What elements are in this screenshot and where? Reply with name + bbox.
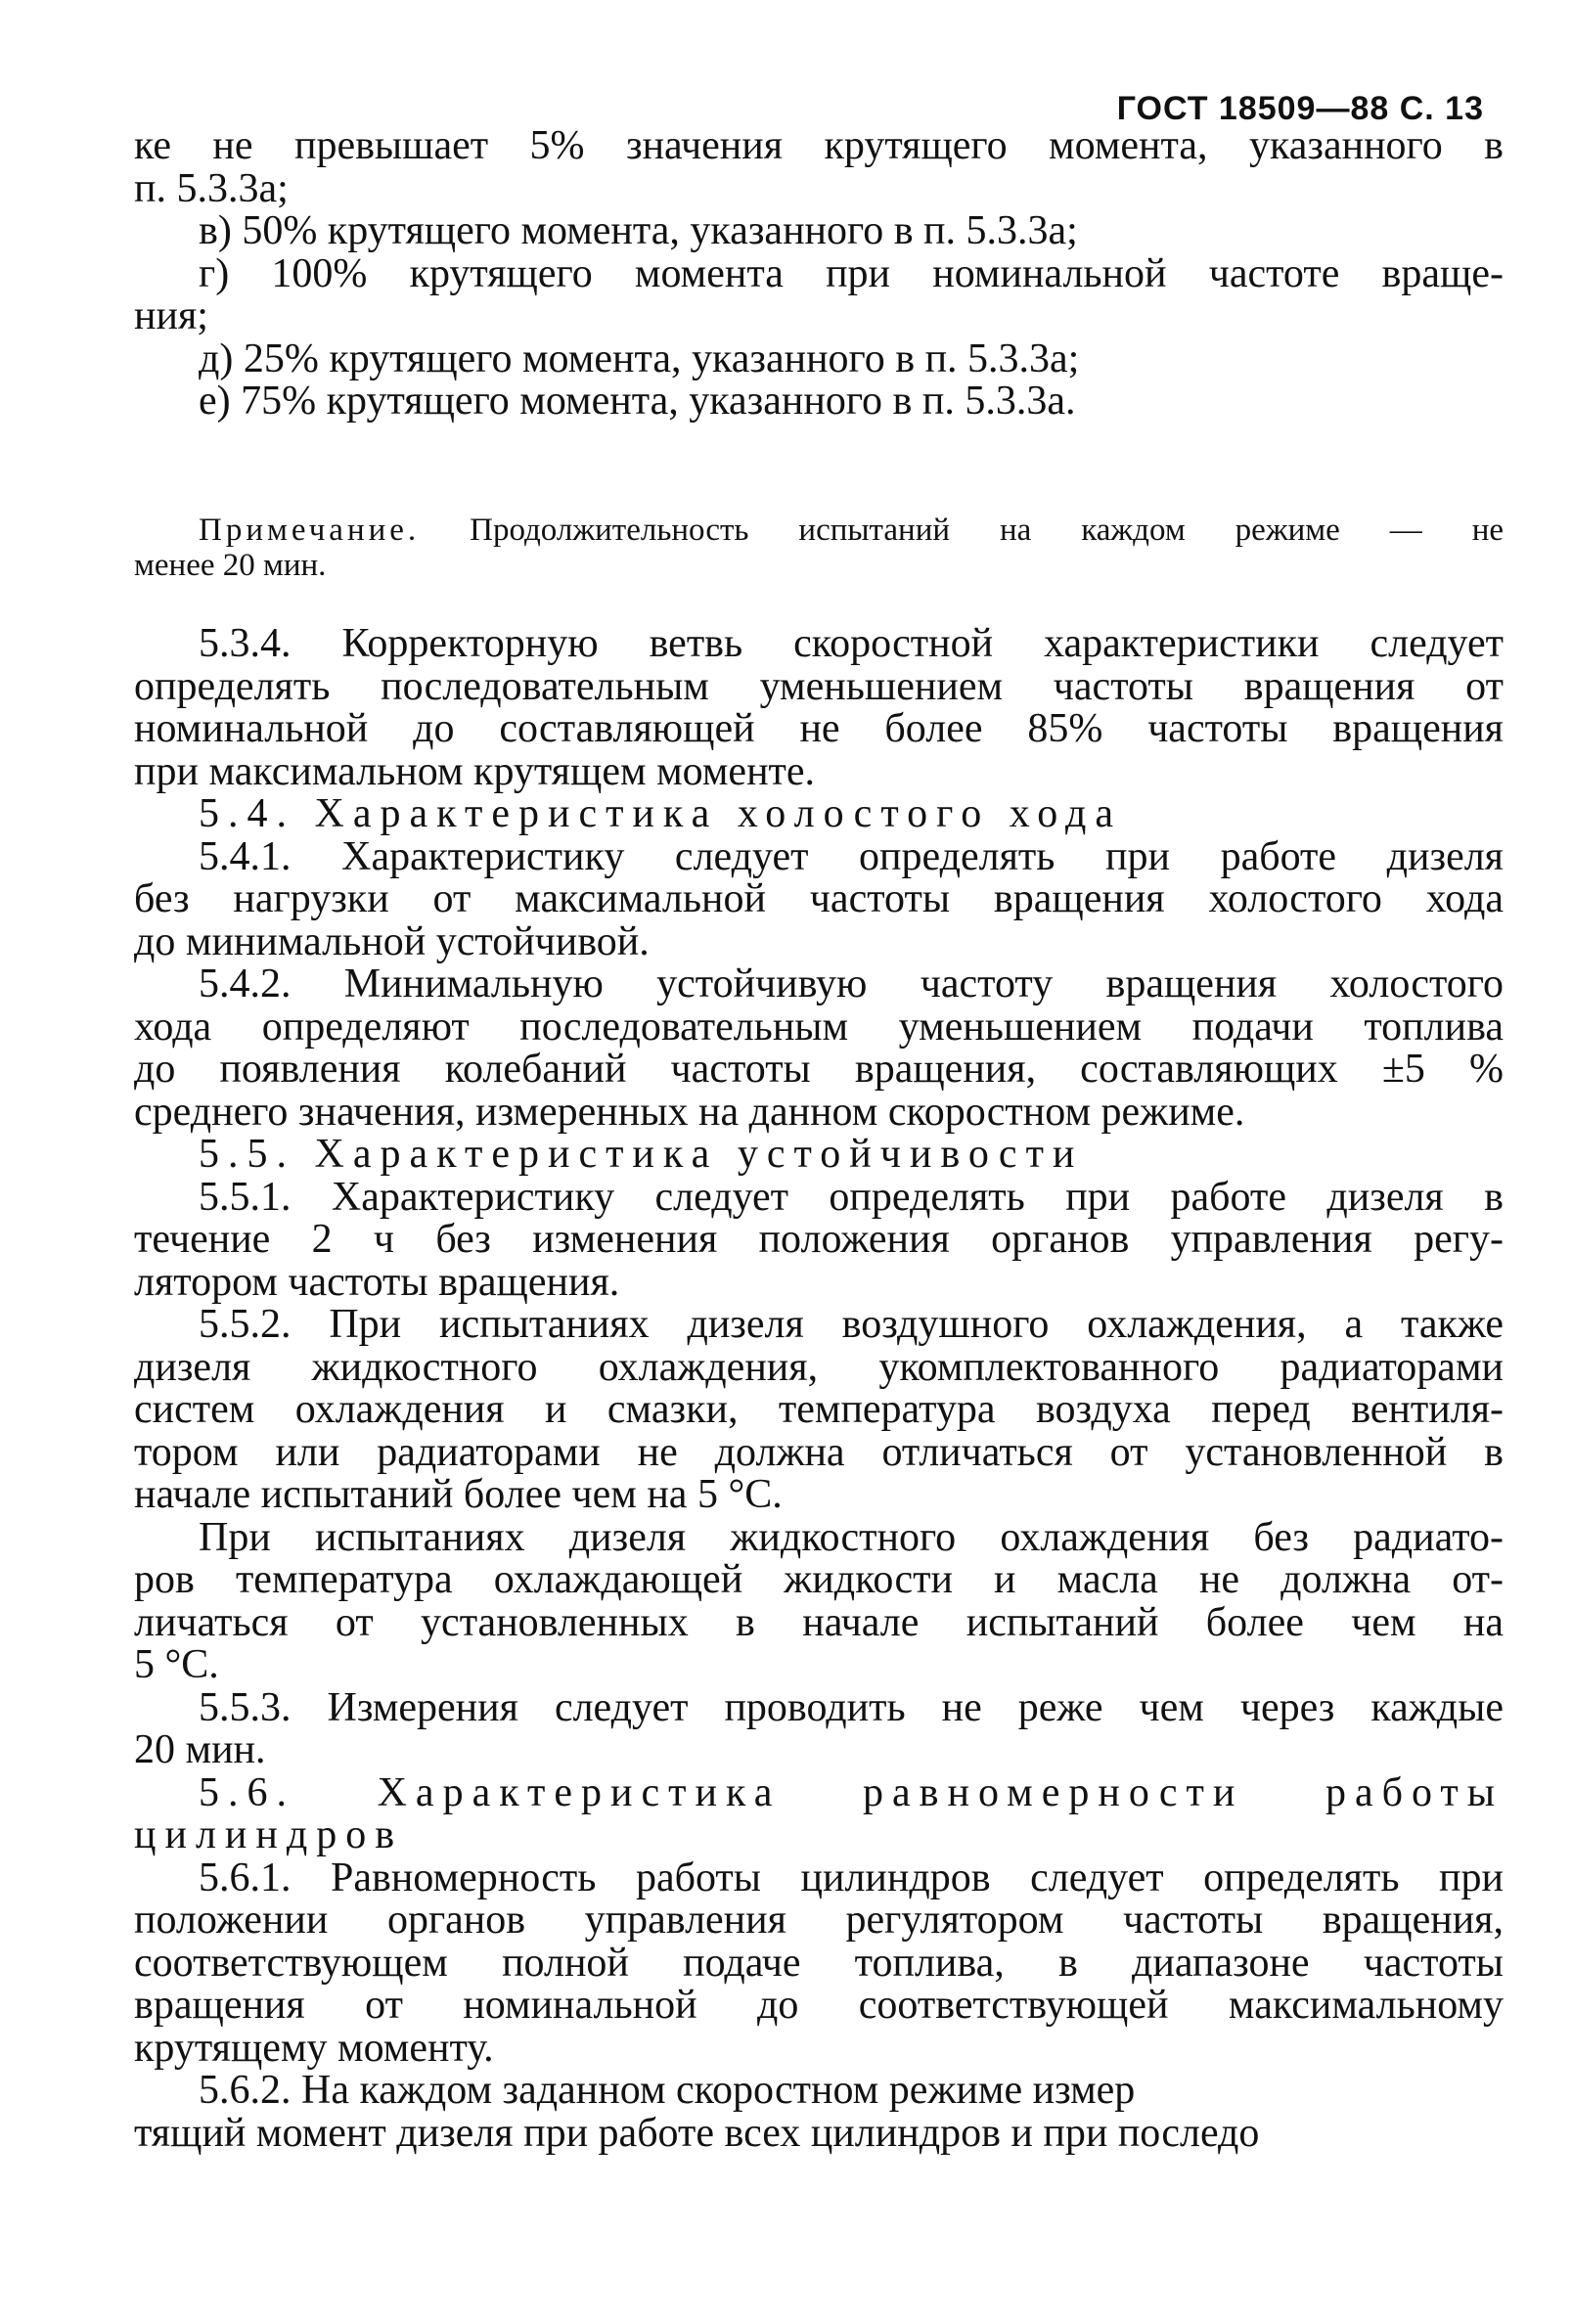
text-line: соответствующем полной подаче топлива, в диапазоне частоты: [134, 1940, 1504, 1986]
text-line: положении органов управления регулятором частоты вращения,: [134, 1898, 1504, 1943]
note-text: Продолжительность испытаний на каждом режиме — не: [470, 513, 1505, 548]
text-line: 5 °С.: [134, 1642, 219, 1687]
note-line: менее 20 мин.: [134, 548, 327, 583]
text-line: до минимальной устойчивой.: [134, 918, 650, 964]
section-heading: 5.6. Характеристика равномерности работы: [199, 1769, 1504, 1815]
text-line: течение 2 ч без изменения положения органов управления регу-: [134, 1217, 1504, 1262]
text-line: номинальной до составляющей не более 85% частоты вращения: [134, 706, 1504, 751]
text-line: среднего значения, измеренных на данном скоростном режиме.: [134, 1089, 1245, 1135]
note-block: [134, 513, 1504, 583]
text-block-top: [134, 125, 1504, 424]
text-line: тящий момент дизеля при работе всех цилиндров и при последо: [134, 2110, 1260, 2156]
text-line: 5.5.2. При испытаниях дизеля воздушного охлаждения, а также: [199, 1302, 1504, 1347]
text-block-main: [134, 623, 1504, 2155]
text-line: тором или радиаторами не должна отличаться от установленной в: [134, 1429, 1504, 1475]
text-line: 5.5.1. Характеристику следует определять при работе дизеля в: [199, 1174, 1504, 1220]
text-line: в) 50% крутящего момента, указанного в п. 5.3.3а;: [199, 208, 1078, 253]
text-line: При испытаниях дизеля жидкостного охлаждения без радиато-: [199, 1514, 1504, 1560]
text-line: без нагрузки от максимальной частоты вращения холостого хода: [134, 876, 1504, 921]
text-line: 5.6.1. Равномерность работы цилиндров следует определять при: [199, 1855, 1504, 1900]
section-heading: 5.4. Характеристика холостого хода: [199, 791, 1122, 836]
text-line: определять последовательным уменьшением частоты вращения от: [134, 663, 1504, 709]
text-line: 5.5.3. Измерения следует проводить не реже чем через каждые: [199, 1684, 1504, 1730]
note-line: [134, 513, 1504, 548]
text-line: дизеля жидкостного охлаждения, укомплектованного радиаторами: [134, 1344, 1504, 1390]
text-line: хода определяют последовательным уменьшением подачи топлива: [134, 1004, 1504, 1050]
text-line: начале испытаний более чем на 5 °С.: [134, 1472, 783, 1517]
text-line: п. 5.3.3а;: [134, 165, 289, 211]
text-line: систем охлаждения и смазки, температура воздуха перед вентиля-: [134, 1387, 1504, 1432]
text-line: личаться от установленных в начале испытаний более чем на: [134, 1599, 1504, 1645]
section-heading: 5.5. Характеристика устойчивости: [199, 1132, 1084, 1177]
note-label: Примечание.: [199, 513, 421, 548]
section-heading-cont: цилиндров: [134, 1812, 404, 1857]
text-line: 5.4.2. Минимальную устойчивую частоту вращения холостого: [199, 961, 1504, 1006]
text-line: г) 100% крутящего момента при номинальной частоте враще-: [199, 250, 1504, 296]
text-line: 5.3.4. Корректорную ветвь скоростной характеристики следует: [199, 621, 1504, 666]
text-line: 5.4.1. Характеристику следует определять при работе дизеля: [199, 833, 1504, 879]
page-header: ГОСТ 18509—88 С. 13: [1116, 90, 1484, 127]
text-line: е) 75% крутящего момента, указанного в п. 5.3.3а.: [199, 379, 1076, 424]
text-line: лятором частоты вращения.: [134, 1259, 620, 1305]
text-line: при максимальном крутящем моменте.: [134, 748, 816, 794]
text-line: крутящему моменту.: [134, 2025, 494, 2071]
text-line: ке не превышает 5% значения крутящего момента, указанного в: [134, 123, 1504, 168]
text-line: 5.6.2. На каждом заданном скоростном режиме измер: [199, 2068, 1136, 2113]
text-line: ров температура охлаждающей жидкости и масла не должна от-: [134, 1557, 1504, 1602]
text-line: вращения от номинальной до соответствующей максимальному: [134, 1983, 1504, 2028]
text-line: 20 мин.: [134, 1727, 266, 1772]
text-line: ния;: [134, 293, 208, 338]
text-line: д) 25% крутящего момента, указанного в п. 5.3.3а;: [199, 335, 1080, 381]
text-line: до появления колебаний частоты вращения, составляющих ±5 %: [134, 1047, 1504, 1092]
